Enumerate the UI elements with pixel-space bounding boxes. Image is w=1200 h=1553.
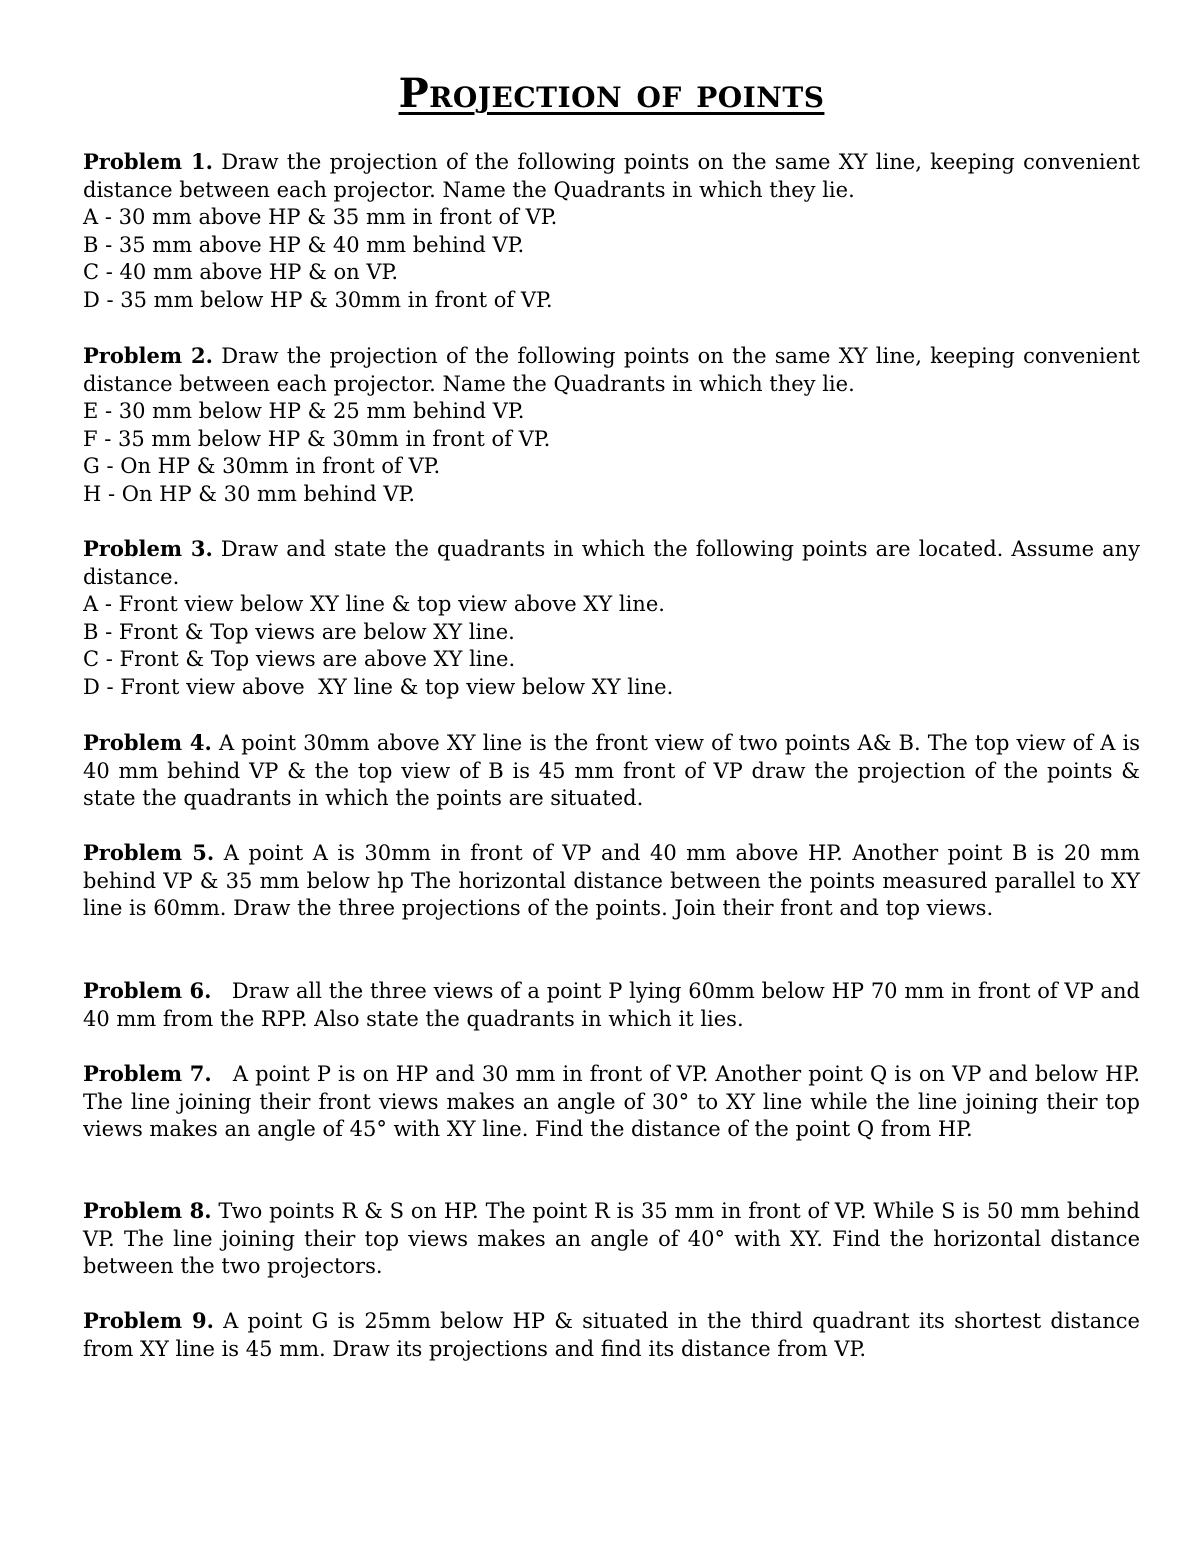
problem-2-item-f: F - 35 mm below HP & 30mm in front of VP.: [83, 426, 551, 451]
problem-1-item-d: D - 35 mm below HP & 30mm in front of VP.: [83, 287, 553, 312]
problem-9-statement: [83, 1307, 1140, 1363]
problem-8-label: Problem 8.: [83, 1198, 212, 1223]
problem-1-statement: [83, 148, 1140, 204]
problem-6-statement: [83, 977, 1140, 1033]
problem-2-item-h: H - On HP & 30 mm behind VP.: [83, 481, 416, 506]
problem-5-statement: [83, 839, 1140, 923]
problem-2-item-g: G - On HP & 30mm in front of VP.: [83, 454, 441, 479]
problem-9: [83, 1307, 1140, 1363]
problem-6-text: Draw all the three views of a point P lying 60mm below HP 70 mm in front of VP and 40 mm from the RPP. Also state the quadrants in which it lies.: [83, 979, 1140, 1031]
problem-1-item-b: B - 35 mm above HP & 40 mm behind VP.: [83, 232, 525, 257]
problem-1-label: Problem 1.: [83, 149, 213, 174]
problem-3-label: Problem 3.: [83, 536, 213, 561]
problem-1-text: Draw the projection of the following points on the same XY line, keeping convenient distance between each projector. Name the Quadrants in which they lie.: [83, 150, 1140, 202]
problem-5-label: Problem 5.: [83, 840, 215, 865]
page-title-text: Projection of points: [398, 70, 825, 117]
problem-7-label: Problem 7.: [83, 1061, 212, 1086]
problem-4-statement: [83, 729, 1140, 813]
problem-3-item-c: C - Front & Top views are above XY line.: [83, 647, 516, 672]
problem-9-label: Problem 9.: [83, 1308, 214, 1333]
problem-4-text: A point 30mm above XY line is the front view of two points A& B. The top view of A is 40 mm behind VP & the top view of B is 45 mm front of VP draw the projection of the points & state the quadrants in which the points are situated.: [83, 731, 1140, 811]
problem-7: [83, 1060, 1140, 1144]
problem-4-label: Problem 4.: [83, 730, 212, 755]
problem-2-statement: [83, 342, 1140, 398]
problem-1-item-c: C - 40 mm above HP & on VP.: [83, 260, 399, 285]
problem-8-text: Two points R & S on HP. The point R is 35 mm in front of VP. While S is 50 mm behind VP. The line joining their top views makes an angle of 40° with XY. Find the horizontal distance between the two projectors.: [83, 1199, 1140, 1279]
problem-6: [83, 977, 1140, 1033]
problem-3: [83, 535, 1140, 702]
problem-3-statement: [83, 535, 1140, 591]
problem-5: [83, 839, 1140, 923]
problem-8: [83, 1197, 1140, 1281]
problem-5-text: A point A is 30mm in front of VP and 40 mm above HP. Another point B is 20 mm behind VP & 35 mm below hp The horizontal distance between the points measured parallel to XY line is 60mm. Draw the three projections of the points. Join their front and top views.: [83, 841, 1140, 921]
problem-2-item-e: E - 30 mm below HP & 25 mm behind VP.: [83, 399, 525, 424]
problem-2-label: Problem 2.: [83, 343, 213, 368]
problem-3-item-b: B - Front & Top views are below XY line.: [83, 619, 515, 644]
problem-6-label: Problem 6.: [83, 978, 212, 1003]
problem-8-statement: [83, 1197, 1140, 1281]
problem-4: [83, 729, 1140, 813]
problem-9-text: A point G is 25mm below HP & situated in the third quadrant its shortest distance from XY line is 45 mm. Draw its projections and find its distance from VP.: [83, 1309, 1140, 1361]
problem-1: [83, 148, 1140, 315]
problem-2: [83, 342, 1140, 509]
problem-3-item-a: A - Front view below XY line & top view above XY line.: [83, 592, 665, 617]
problem-7-text: A point P is on HP and 30 mm in front of VP. Another point Q is on VP and below HP. The line joining their front views makes an angle of 30° to XY line while the line joining their top views makes an angle of 45° with XY line. Find the distance of the point Q from HP.: [83, 1062, 1141, 1142]
problem-3-text: Draw and state the quadrants in which the following points are located. Assume any distance.: [83, 537, 1140, 589]
problem-1-item-a: A - 30 mm above HP & 35 mm in front of VP.: [83, 205, 558, 230]
problem-7-statement: [83, 1060, 1140, 1144]
problem-2-text: Draw the projection of the following points on the same XY line, keeping convenient distance between each projector. Name the Quadrants in which they lie.: [83, 344, 1140, 396]
problem-3-item-d: D - Front view above XY line & top view below XY line.: [83, 674, 674, 699]
page-title: [83, 70, 1140, 117]
